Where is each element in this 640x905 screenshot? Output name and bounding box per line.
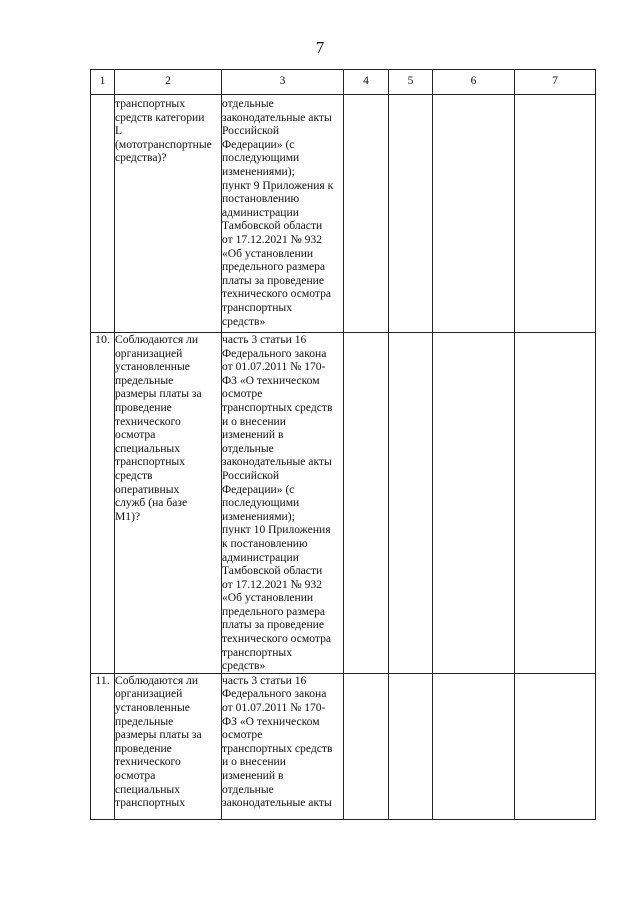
row-number: 10. (91, 333, 115, 674)
question-text: транспортных средств категории L (мототранспортные средства)? (115, 97, 212, 165)
empty-cell (344, 95, 389, 333)
header-row (91, 70, 596, 95)
question-cell (115, 673, 222, 819)
header-col-3: 3 (222, 70, 344, 95)
legal-basis-text: отдельные законодательные акты Российской Федерации» (с последующими изменениями); пункт 9 Приложения к постановлению администрации Тамбовской области от 17.12.2021 № 932 «Об установлении предельного размера платы за проведение технического осмотра транспортных средств» (222, 97, 334, 328)
question-cell (115, 95, 222, 333)
question-cell (115, 333, 222, 674)
row-number: 11. (91, 673, 115, 819)
question-text: Соблюдаются ли организацией установленные предельные размеры платы за проведение технического осмотра специальных транспортных (115, 673, 202, 810)
header-col-5: 5 (389, 70, 433, 95)
table-row (91, 333, 596, 674)
empty-cell (389, 673, 433, 819)
empty-cell (515, 333, 596, 674)
header-col-7: 7 (515, 70, 596, 95)
empty-cell (515, 673, 596, 819)
empty-cell (344, 333, 389, 674)
table-row (91, 95, 596, 333)
checklist-table (90, 69, 596, 820)
legal-basis-text: часть 3 статьи 16 Федерального закона от 01.07.2011 № 170- ФЗ «О техническом осмотре транспортных средств и о внесении изменений в отдельные законодательные акты Российской Федерации» (с последующими изменениями); пункт 10 Приложения к постановлению администрации Тамбовской области от 17.12.2021 № 932 «Об установлении предельного размера платы за проведение технического осмотра транспортных средств» (222, 333, 333, 673)
legal-basis-cell (222, 95, 344, 333)
header-col-6: 6 (433, 70, 515, 95)
empty-cell (433, 333, 515, 674)
row-number (91, 95, 115, 333)
header-col-4: 4 (344, 70, 389, 95)
table-row (91, 673, 596, 819)
header-col-1: 1 (91, 70, 115, 95)
page-number: 7 (315, 38, 325, 57)
empty-cell (515, 95, 596, 333)
empty-cell (344, 673, 389, 819)
empty-cell (433, 95, 515, 333)
legal-basis-cell (222, 333, 344, 674)
legal-basis-cell (222, 673, 344, 819)
legal-basis-text: часть 3 статьи 16 Федерального закона от 01.07.2011 № 170- ФЗ «О техническом осмотре транспортных средств и о внесении изменений в отдельные законодательные акты (222, 673, 333, 810)
empty-cell (389, 95, 433, 333)
empty-cell (433, 673, 515, 819)
question-text: Соблюдаются ли организацией установленные предельные размеры платы за проведение технического осмотра специальных транспортных средств оперативных служб (на базе М1)? (115, 333, 202, 523)
header-col-2: 2 (115, 70, 222, 95)
empty-cell (389, 333, 433, 674)
